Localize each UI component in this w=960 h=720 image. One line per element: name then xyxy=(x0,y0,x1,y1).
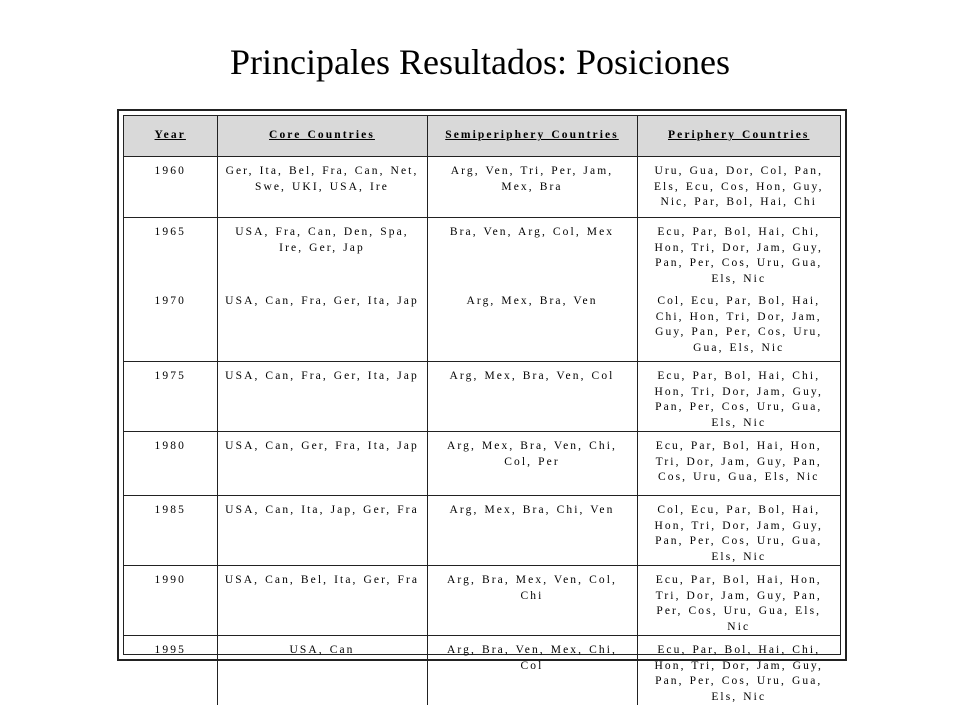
cell-year: 1985 xyxy=(124,496,217,566)
table-row xyxy=(124,636,840,706)
cell-periphery: Col, Ecu, Par, Bol, Hai, Chi, Hon, Tri, Dor, Jam, Guy, Pan, Per, Cos, Uru, Gua, Els, Nic xyxy=(637,287,840,362)
cell-core: USA, Can xyxy=(217,636,427,706)
cell-core: USA, Can, Ita, Jap, Ger, Fra xyxy=(217,496,427,566)
cell-periphery: Ecu, Par, Bol, Hai, Chi, Hon, Tri, Dor, Jam, Guy, Pan, Per, Cos, Uru, Gua, Els, Nic xyxy=(654,226,824,285)
cell-semiperiphery: Arg, Ven, Tri, Per, Jam, Mex, Bra xyxy=(427,157,637,218)
cell-core: USA, Fra, Can, Den, Spa, Ire, Ger, Jap xyxy=(217,218,427,288)
table-row xyxy=(124,157,840,218)
table-row xyxy=(124,496,840,566)
header-year: Year xyxy=(124,116,217,157)
cell-core: USA, Can, Fra, Ger, Ita, Jap xyxy=(217,362,427,432)
slide-title: Principales Resultados: Posiciones xyxy=(230,42,730,82)
cell-periphery: Ecu, Par, Bol, Hai, Hon, Tri, Dor, Jam, Guy, Pan, Per, Cos, Uru, Gua, Els, Nic xyxy=(637,566,840,636)
cell-year: 1975 xyxy=(124,362,217,432)
cell-year: 1990 xyxy=(124,566,217,636)
cell-year: 1995 xyxy=(124,636,217,706)
table-row xyxy=(124,287,840,362)
table-inner-border xyxy=(123,115,841,703)
table-row xyxy=(124,218,840,288)
cell-year: 1965 xyxy=(124,218,217,288)
cell-year: 1980 xyxy=(124,432,217,496)
cell-semiperiphery: Arg, Mex, Bra, Ven xyxy=(427,287,637,362)
cell-semiperiphery: Arg, Mex, Bra, Ven, Chi, Col, Per xyxy=(427,432,637,496)
cell-periphery: Ecu, Par, Bol, Hai, Hon, Tri, Dor, Jam, Guy, Pan, Cos, Uru, Gua, Els, Nic xyxy=(637,432,840,496)
header-semiperiphery: Semiperiphery Countries xyxy=(427,116,637,157)
header-row xyxy=(124,116,840,157)
cell-periphery: Col, Ecu, Par, Bol, Hai, Hon, Tri, Dor, Jam, Guy, Pan, Per, Cos, Uru, Gua, Els, Nic xyxy=(637,496,840,566)
table-frame xyxy=(117,109,847,703)
cell-year: 1970 xyxy=(124,287,217,362)
cell-core: USA, Can, Bel, Ita, Ger, Fra xyxy=(217,566,427,636)
header-periphery: Periphery Countries xyxy=(637,116,840,157)
cell-periphery: Uru, Gua, Dor, Col, Pan, Els, Ecu, Cos, Hon, Guy, Nic, Par, Bol, Hai, Chi xyxy=(637,157,840,218)
cell-semiperiphery: Arg, Bra, Mex, Ven, Col, Chi xyxy=(427,566,637,636)
cell-semiperiphery: Arg, Mex, Bra, Ven, Col xyxy=(427,362,637,432)
cell-year: 1960 xyxy=(124,157,217,218)
cell-semiperiphery: Arg, Mex, Bra, Chi, Ven xyxy=(427,496,637,566)
positions-table xyxy=(124,116,840,705)
cell-core: USA, Can, Ger, Fra, Ita, Jap xyxy=(217,432,427,496)
cell-semiperiphery: Bra, Ven, Arg, Col, Mex xyxy=(427,218,637,288)
table-row xyxy=(124,566,840,636)
cell-core: Ger, Ita, Bel, Fra, Can, Net, Swe, UKI, USA, Ire xyxy=(217,157,427,218)
cell-semiperiphery: Arg, Bra, Ven, Mex, Chi, Col xyxy=(427,636,637,706)
cell-periphery: Ecu, Par, Bol, Hai, Chi, Hon, Tri, Dor, Jam, Guy, Pan, Per, Cos, Uru, Gua, Els, Nic xyxy=(654,644,824,703)
header-core: Core Countries xyxy=(217,116,427,157)
table-row xyxy=(124,362,840,432)
cell-periphery: Ecu, Par, Bol, Hai, Chi, Hon, Tri, Dor, Jam, Guy, Pan, Per, Cos, Uru, Gua, Els, Nic xyxy=(637,362,840,432)
cell-core: USA, Can, Fra, Ger, Ita, Jap xyxy=(217,287,427,362)
table-row xyxy=(124,432,840,496)
